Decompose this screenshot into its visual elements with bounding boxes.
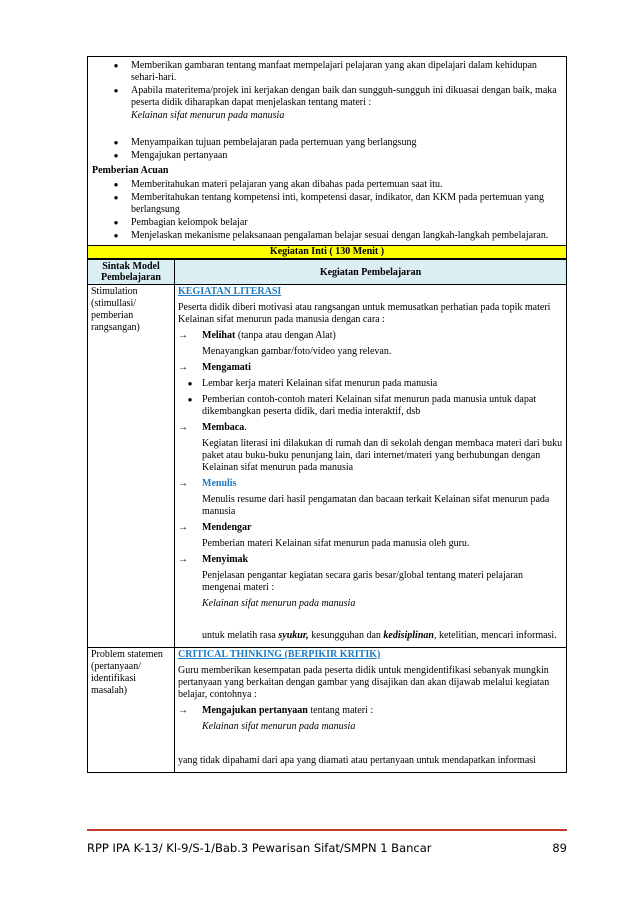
arrow-icon: → [178,554,188,565]
list-item [92,60,560,84]
menulis-desc: Menulis resume dari hasil pengamatan dan bacaan terkait Kelainan sifat menurun pada manusia [202,494,550,517]
membaca-item: → Membaca . [178,422,247,433]
page-number: 89 [552,841,567,855]
list-item [178,378,563,390]
problem-closing: yang tidak dipahami dari apa yang diamati atau pertanyaan untuk mendapatkan informasi [178,755,536,766]
bullet-text: Menjelaskan mekanisme pelaksanaan pengalaman belajar sesuai dengan langkah-langkah pembelajaran. [131,230,549,241]
problem-topic: Kelainan sifat menurun pada manusia [202,721,356,732]
bullet-icon: ● [113,231,119,240]
table-header-row [88,260,567,285]
list-item [92,150,560,162]
bullet-text: Menyampaikan tujuan pembelajaran pada pertemuan yang berlangsung [131,137,417,148]
bullet-text: Mengajukan pertanyaan [131,150,228,161]
opening-section [87,56,567,245]
bullet-icon: ● [113,138,119,147]
document-page [87,56,567,773]
bullet-icon: ● [187,379,193,388]
membaca-desc: Kegiatan literasi ini dilakukan di rumah dan di sekolah dengan membaca materi dari buku paket atau buku-buku penunjang lain, dari internet/materi yang berhubungan dengan Kelainan sifat menurun pada manusia [202,438,563,473]
melihat-desc: Menayangkan gambar/foto/video yang relevan. [202,346,392,357]
arrow-icon: → [178,362,188,373]
section-heading: Pemberian Acuan [92,165,169,176]
melihat-label: Melihat [202,330,236,341]
closing-text: untuk melatih rasa syukur, kesungguhan dan kedisiplinan, ketelitian, mencari informasi. [202,630,557,641]
mengamati-item [178,362,563,374]
menyimak-desc: Penjelasan pengantar kegiatan secara garis besar/global tentang materi pelajaran mengenai materi : [202,570,523,593]
arrow-icon: → [178,330,188,341]
literasi-heading: KEGIATAN LITERASI [178,286,282,297]
menyimak-item [178,554,563,566]
bullet-text: Lembar kerja materi Kelainan sifat menurun pada manusia [202,378,438,389]
menyimak-topic: Kelainan sifat menurun pada manusia [202,598,356,609]
list-item [92,85,560,109]
bullet-icon: ● [113,193,119,202]
page-footer [87,829,567,855]
mendengar-desc: Pemberian materi Kelainan sifat menurun pada manusia oleh guru. [202,538,470,549]
topic-text: Kelainan sifat menurun pada manusia [131,110,285,121]
problem-intro: Guru memberikan kesempatan pada peserta didik untuk mengidentifikasi sebanyak mungkin pertanyaan yang berkaitan dengan gambar yang disajikan dan akan dijawab melalui kegiatan belajar, contohnya : [178,665,550,700]
bullet-text: Memberitahukan tentang kompetensi inti, kompetensi dasar, indikator, dan KKM pada pertemuan yang berlangsung [131,192,544,215]
critical-thinking-heading: CRITICAL THINKING (BERPIKIR KRITIK) [178,649,381,660]
menulis-label: Menulis [202,478,237,489]
list-item [92,137,560,149]
bullet-text: Pemberian contoh-contoh materi Kelainan sifat menurun pada manusia untuk dapat dikembangkan peserta didik, dari media interaktif, dsb [202,394,537,417]
list-item [92,217,560,229]
melihat-suffix: (tanpa atau dengan Alat) [235,330,336,341]
footer-title: RPP IPA K-13/ Kl-9/S-1/Bab.3 Pewarisan Sifat/SMPN 1 Bancar [87,841,432,855]
ask-item [178,705,563,717]
bullet-icon: ● [187,395,193,404]
menulis-item [178,478,563,490]
menyimak-label: Menyimak [202,554,249,565]
column-header-activity: Kegiatan Pembelajaran [175,260,567,285]
bullet-text: Memberikan gambaran tentang manfaat mempelajari pelajaran yang akan dipelajari dalam kehidupan sehari-hari. [131,60,537,83]
membaca-label: Membaca [202,422,245,433]
problem-label: Problem statemen (pertanyaan/ identifikasi masalah) [91,649,163,696]
bullet-text: Memberitahukan materi pelajaran yang akan dibahas pada pertemuan saat itu. [131,179,443,190]
ask-label: Mengajukan pertanyaan [202,705,308,716]
kegiatan-inti-header: Kegiatan Inti ( 130 Menit ) [87,245,567,259]
list-item [92,192,560,216]
bullet-text: Apabila materitema/projek ini kerjakan dengan baik dan sungguh-sungguh ini dikuasai dengan baik, maka peserta didik diharapkan dapat menjelaskan tentang materi : [131,85,557,108]
arrow-icon: → [178,522,188,533]
mendengar-label: Mendengar [202,522,252,533]
activity-table [87,259,567,773]
stimulation-intro: Peserta didik diberi motivasi atau rangsangan untuk memusatkan perhatian pada topik materi Kelainan sifat menurun pada manusia dengan cara : [178,302,551,325]
arrow-icon: → [178,478,188,489]
melihat-item [178,330,563,342]
arrow-icon: → [178,422,188,433]
mengamati-label: Mengamati [202,362,251,373]
bullet-icon: ● [113,61,119,70]
mendengar-item [178,522,563,534]
list-item [178,394,563,418]
ask-suffix: tentang materi : [307,705,374,716]
arrow-icon: → [178,705,188,716]
table-row [88,285,567,648]
bullet-icon: ● [113,180,119,189]
stimulation-label: Stimulation (stimullasi/ pemberian rangsangan) [91,286,140,333]
column-header-model: Sintak Model Pembelajaran [88,260,175,285]
list-item [92,230,560,242]
bullet-text: Pembagian kelompok belajar [131,217,248,228]
bullet-icon: ● [113,151,119,160]
table-row [88,648,567,773]
bullet-icon: ● [113,86,119,95]
list-item [92,179,560,191]
bullet-icon: ● [113,218,119,227]
